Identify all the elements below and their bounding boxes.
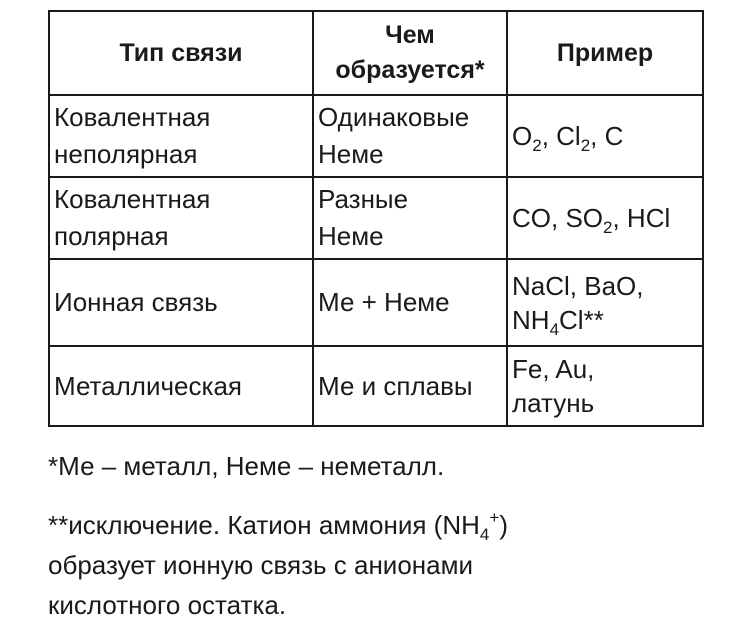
- cell-text: полярная: [54, 221, 169, 251]
- formula-text: CO, SO: [512, 203, 604, 233]
- bond-types-table: [48, 10, 704, 427]
- footnote-abbreviations: [48, 446, 444, 486]
- table-header-row: [49, 11, 703, 95]
- subscript: 2: [532, 136, 542, 155]
- cell-bond-type: [49, 259, 313, 346]
- header-formed-by: [313, 11, 507, 95]
- formula-text: , HCl: [612, 203, 671, 233]
- header-bond-type-text: Тип связи: [119, 38, 243, 67]
- cell-text: Ковалентная: [54, 184, 211, 214]
- cell-text: Неме: [318, 139, 384, 169]
- cell-example: [507, 177, 703, 259]
- formula-text: Fe, Au,: [512, 354, 595, 384]
- formula-text: , C: [590, 121, 624, 151]
- subscript: 2: [603, 218, 613, 237]
- footnote-text: ): [499, 510, 508, 540]
- header-example-text: Пример: [556, 38, 654, 67]
- footnote-text: образует ионную связь с анионами: [48, 550, 474, 580]
- formula-text: O: [512, 121, 533, 151]
- cell-example: [507, 95, 703, 177]
- header-bond-type: [49, 11, 313, 95]
- cell-example: [507, 259, 703, 346]
- cell-bond-type: [49, 177, 313, 259]
- subscript: 2: [580, 136, 591, 155]
- header-formed-by-line1: Чем: [385, 21, 435, 49]
- subscript: 4: [479, 525, 490, 544]
- header-formed-by-line2: образуется*: [335, 56, 485, 84]
- cell-formed-by: [313, 259, 507, 346]
- cell-formed-by: [313, 346, 507, 426]
- table-row: [49, 346, 703, 426]
- cell-text: Металлическая: [54, 370, 242, 401]
- cell-text: Ме и сплавы: [318, 370, 473, 401]
- formula-text: NH: [512, 304, 550, 335]
- cell-text: Ионная связь: [54, 287, 218, 317]
- cell-formed-by: [313, 177, 507, 259]
- footnote-exception: [48, 505, 708, 625]
- subscript: 4: [549, 319, 560, 339]
- cell-example: [507, 346, 703, 426]
- cell-text: неполярная: [54, 139, 198, 169]
- footnote-text: кислотного остатка.: [48, 590, 287, 620]
- cell-bond-type: [49, 346, 313, 426]
- cell-text: Одинаковые: [318, 102, 470, 132]
- cell-text: Ковалентная: [54, 102, 211, 132]
- cell-text: Ме + Неме: [318, 287, 450, 317]
- header-example: [507, 11, 703, 95]
- cell-text: Разные: [318, 184, 409, 214]
- footnote-text: *Ме – металл, Неме – неметалл.: [48, 451, 445, 481]
- formula-text: NaCl, BaO,: [512, 270, 644, 301]
- cell-bond-type: [49, 95, 313, 177]
- superscript: +: [489, 508, 500, 527]
- table-row: [49, 259, 703, 346]
- formula-text: латунь: [512, 388, 595, 418]
- table-row: [49, 95, 703, 177]
- cell-formed-by: [313, 95, 507, 177]
- formula-text: Cl**: [559, 304, 604, 335]
- formula-text: , Cl: [541, 121, 581, 151]
- cell-text: Неме: [318, 221, 384, 251]
- table-row: [49, 177, 703, 259]
- footnote-text: **исключение. Катион аммония (NH: [48, 510, 480, 540]
